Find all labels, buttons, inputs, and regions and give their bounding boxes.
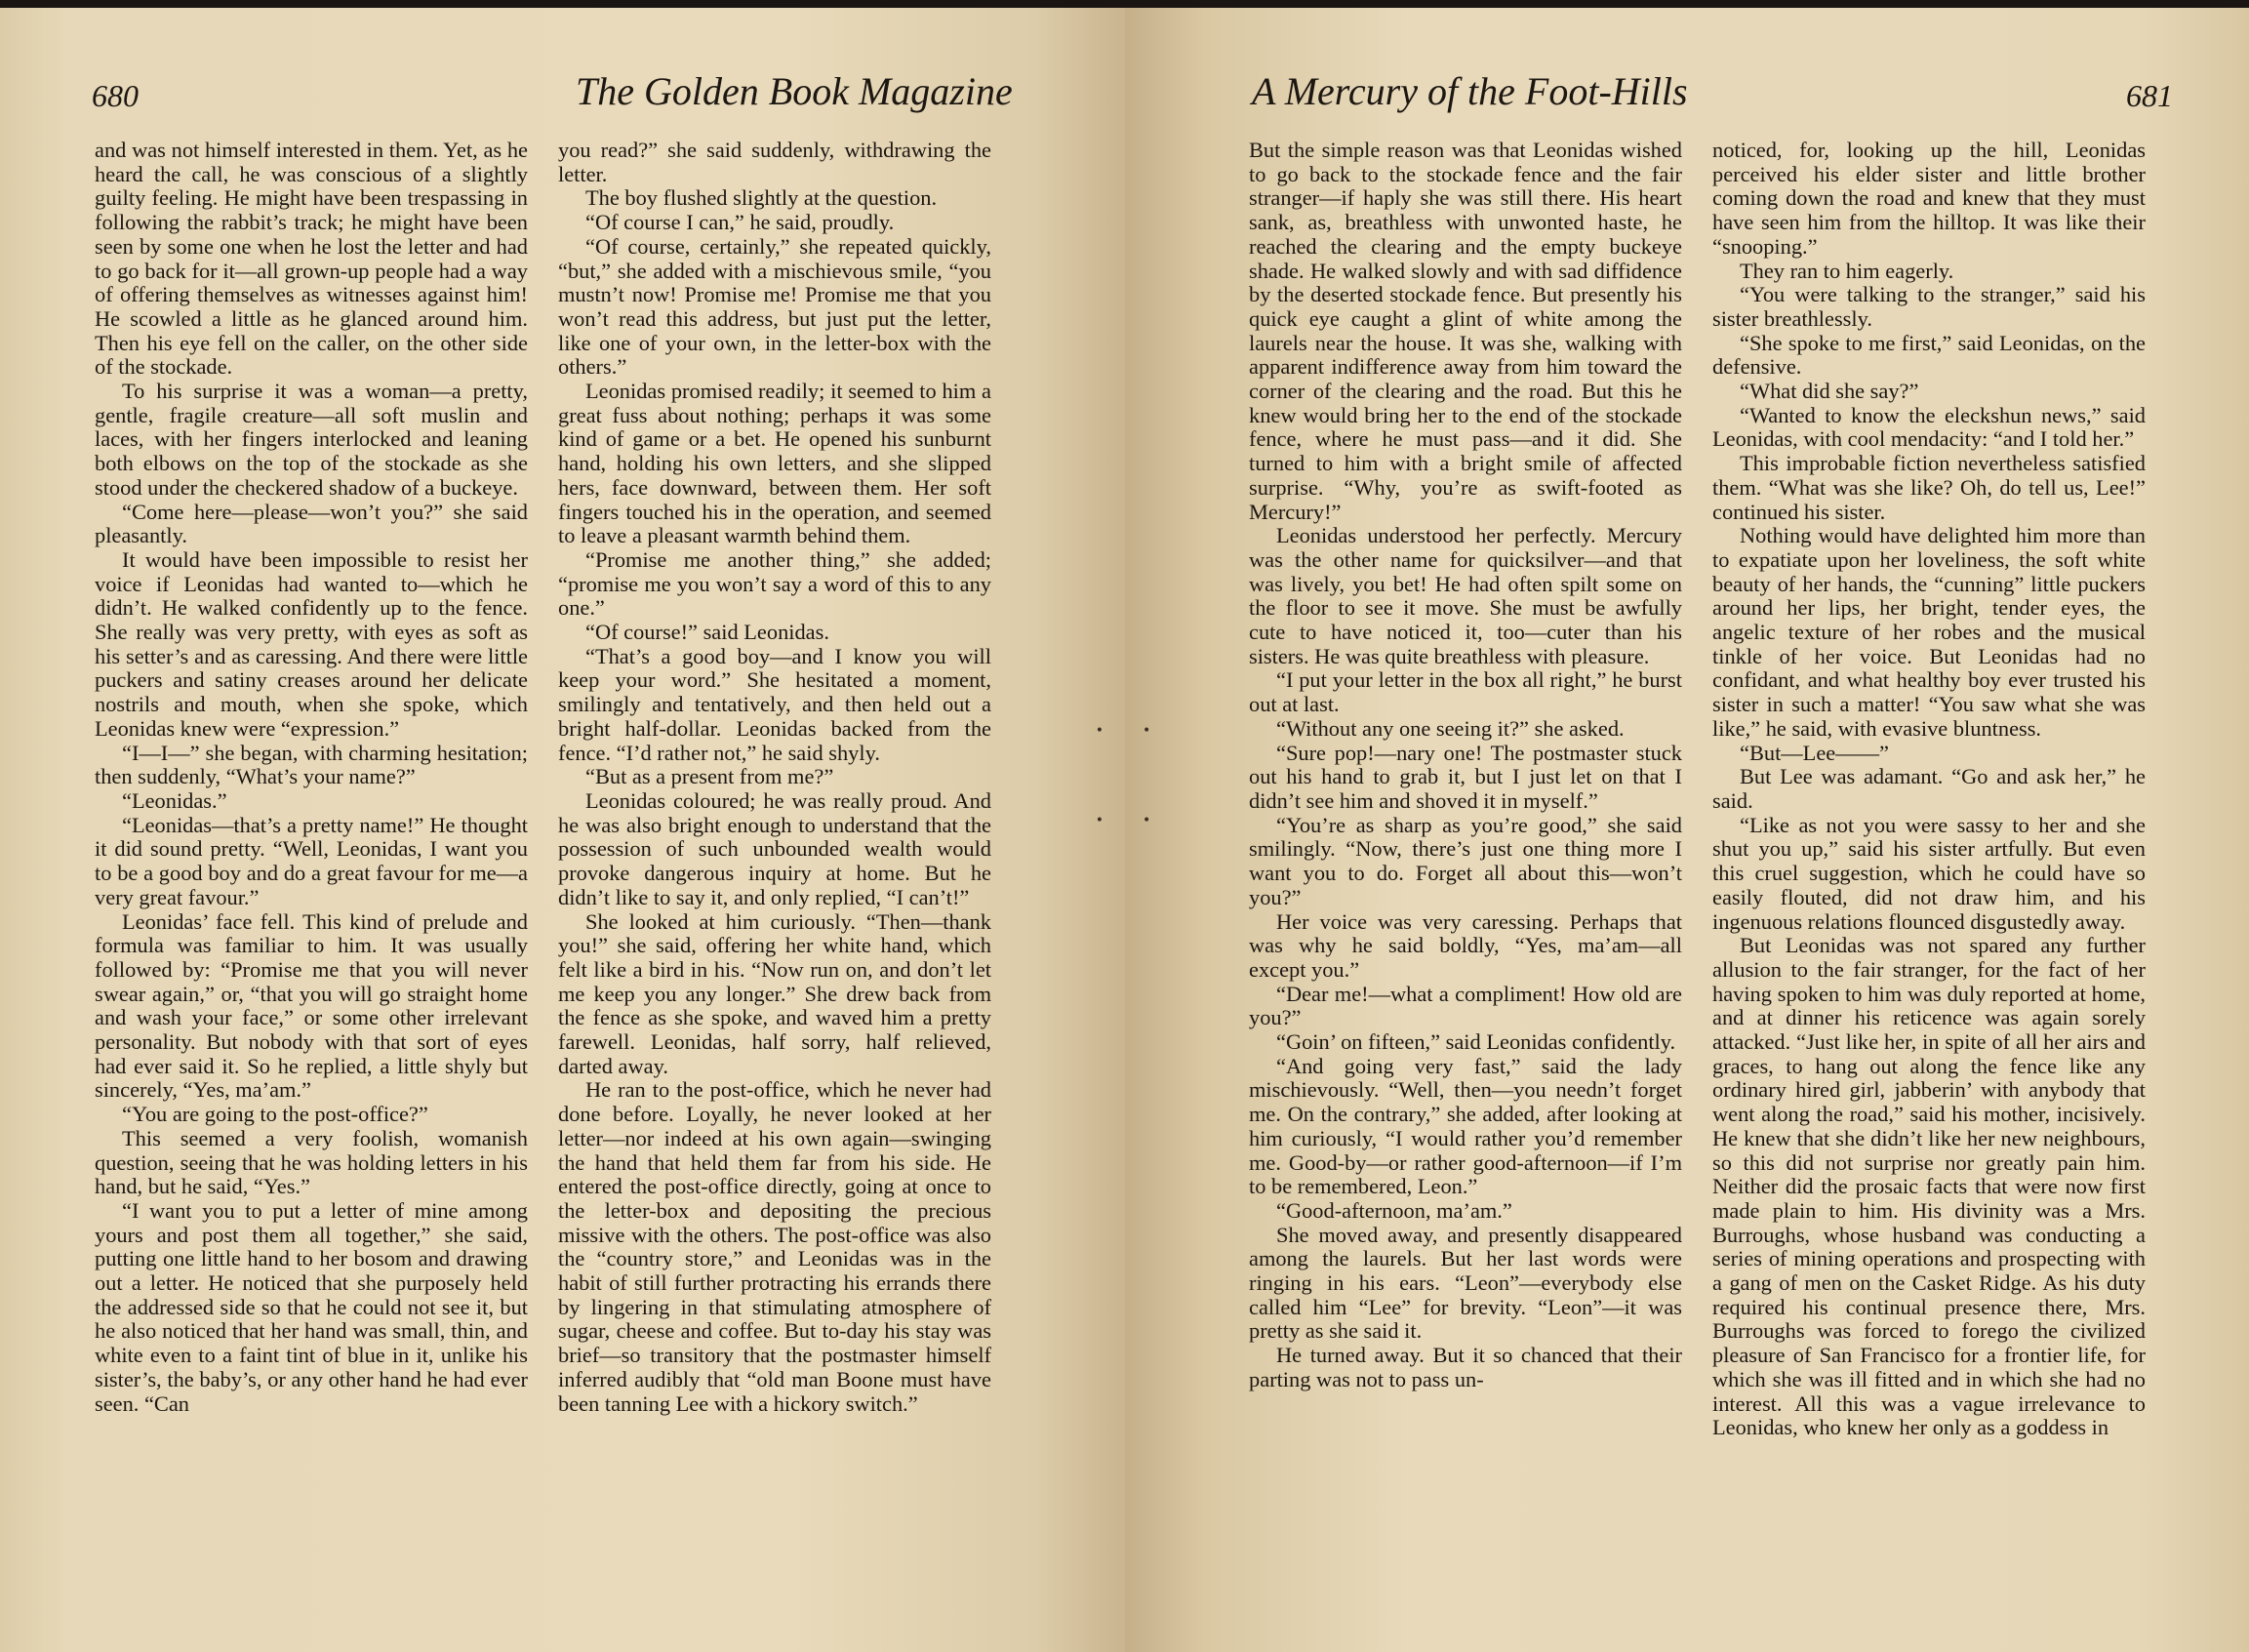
paragraph: “I—I—” she began, with charming hesitation; then suddenly, “What’s your name?” <box>95 740 528 789</box>
paragraph: “Without any one seeing it?” she asked. <box>1276 715 1625 741</box>
paragraph: “Of course!” said Leonidas. <box>585 620 829 645</box>
paragraph: Nothing would have delighted him more than to expatiate upon her loveliness, the soft white beauty of her hands, the “cunning” little puckers around her lips, her bright, tender eyes, the angelic texture of her robes and the musical tinkle of her voice. But Leonidas had no confidant, and what healthy boy ever trusted his sister in such a matter! “You saw what she was like,” he said, with evasive bluntness. <box>1712 523 2146 741</box>
magazine-title: The Golden Book Magazine <box>576 69 1013 113</box>
paragraph: But Leonidas was not spared any further allusion to the fair stranger, for the fact of her having spoken to him was duly reported at home, and at dinner his reticence was again sorely attacked. “Just like her, in spite of all her airs and graces, to hang out along the fence like any ordinary hired girl, jabberin’ with anybody that went along the road,” said his mother, incisively. He knew that she didn’t like her new neighbours, so this did not surprise nor greatly pain him. Neither did the prosaic facts that were now first made plain to him. His divinity was a Mrs. Burroughs, whose husband was conducting a series of mining operations and prospecting with a gang of men on the Casket Ridge. As his duty required his continual presence there, Mrs. Burroughs was forced to forego the civilized pleasure of San Francisco for a frontier life, for which she was ill fitted and in which she had no interest. All this was a vague irrelevance to Leonidas, who knew her only as a goddess in <box>1712 933 2146 1440</box>
book-spread <box>0 8 2249 1652</box>
paragraph: But Lee was adamant. “Go and ask her,” he said. <box>1712 764 2146 813</box>
paragraph: This improbable fiction nevertheless satisfied them. “What was she like? Oh, do tell us, Lee!” continued his sister. <box>1712 451 2146 524</box>
paragraph: “Of course, certainly,” she repeated quickly, “but,” she added with a mischievous smile, “you mustn’t now! Promise me! Promise me that you won’t read this address, but just put the letter, like one of your own, in the letter-box with the others.” <box>558 233 991 380</box>
right-running-head <box>1125 68 2249 123</box>
paragraph: “You are going to the post-office?” <box>122 1102 428 1127</box>
right-column-1 <box>1249 139 1682 1583</box>
left-running-head <box>0 68 1125 123</box>
paragraph: He ran to the post-office, which he never had done before. Loyally, he never looked at her letter—nor indeed at his own again—swinging the hand that held them far from his side. He entered the post-office directly, going at once to the letter-box and depositing the precious missive with the others. The post-office was also the “country store,” and Leonidas was in the habit of still further protracting his errands there by lingering in that stimulating atmosphere of sugar, cheese and coffee. But to-day his stay was brief—so transitory that the postmaster himself inferred audibly that “old man Boone must have been tanning Lee with a hickory switch.” <box>558 1077 991 1416</box>
gutter-mark-icon: • <box>1143 813 1151 828</box>
right-column-2 <box>1712 139 2146 1583</box>
paragraph: “Leonidas—that’s a pretty name!” He thought it did sound pretty. “Well, Leonidas, I want you to be a good boy and do a great favour for me—a very great favour.” <box>95 812 528 909</box>
paragraph: “Sure pop!—nary one! The postmaster stuck out his hand to grab it, but I just let on that I didn’t see him and shoved it in myself.” <box>1249 740 1682 813</box>
paragraph: “Good-afternoon, ma’am.” <box>1276 1197 1512 1223</box>
gutter-mark-icon: • <box>1095 813 1104 828</box>
paragraph: “That’s a good boy—and I know you will keep your word.” She hesitated a moment, smilingly and tentatively, and then held out a bright half-dollar. Leonidas backed from the fence. “I’d rather not,” he said shyly. <box>558 643 991 765</box>
right-page-number: 681 <box>2126 78 2173 113</box>
paragraph: “Leonidas.” <box>122 787 227 813</box>
paragraph: She looked at him curiously. “Then—thank you!” she said, offering her white hand, which felt like a bird in his. “Now run on, and don’t let me keep you any longer.” She drew back from the fence as she spoke, and waved him a pretty farewell. Leonidas, half sorry, half relieved, darted away. <box>558 908 991 1078</box>
left-column-1 <box>95 139 528 1583</box>
paragraph: She moved away, and presently disappeared among the laurels. But her last words were ringing in his ears. “Leon”—everybody else called him “Lee” for brevity. “Leon”—it was pretty as she said it. <box>1249 1222 1682 1344</box>
paragraph: This seemed a very foolish, womanish question, seeing that he was holding letters in his hand, but he said, “Yes.” <box>95 1125 528 1199</box>
paragraph: They ran to him eagerly. <box>1740 258 1954 283</box>
paragraph: and was not himself interested in them. Yet, as he heard the call, he was conscious of a slightly guilty feeling. He might have been trespassing in following the rabbit’s track; he might have been seen by some one when he lost the letter and had to go back for it—all grown-up people had a way of offering themselves as witnesses against him! He scowled a little as he glanced around him. Then his eye fell on the caller, on the other side of the stockade. <box>95 139 528 380</box>
paragraph: “Like as not you were sassy to her and she shut you up,” said his sister artfully. But even this cruel suggestion, which he could have so easily flouted, did not draw him, and his ingenuous relations flounced disgustedly away. <box>1712 812 2146 934</box>
paragraph: Leonidas coloured; he was really proud. And he was also bright enough to understand that the possession of such unbounded wealth would provoke dangerous inquiry at home. But he didn’t like to say it, and only replied, “I can’t!” <box>558 787 991 909</box>
gutter-mark-icon: • <box>1095 723 1104 739</box>
paragraph: Leonidas promised readily; it seemed to him a great fuss about nothing; perhaps it was some kind of game or a bet. He opened his sunburnt hand, holding his own letters, and she slipped hers, face downward, between them. Her soft fingers touched his in the operation, and seemed to leave a pleasant warmth behind them. <box>558 379 991 548</box>
paragraph: “Come here—please—won’t you?” she said pleasantly. <box>95 499 528 548</box>
paragraph: He turned away. But it so chanced that their parting was not to pass un- <box>1249 1343 1682 1391</box>
paragraph: “You’re as sharp as you’re good,” she said smilingly. “Now, there’s just one thing more I want you to do. Forget all about this—won’t you?” <box>1249 812 1682 909</box>
paragraph: “Wanted to know the eleckshun news,” said Leonidas, with cool mendacity: “and I told her.” <box>1712 402 2146 452</box>
paragraph: “But as a present from me?” <box>585 764 834 789</box>
left-column-2 <box>558 139 991 1583</box>
paragraph: “I want you to put a letter of mine among yours and post them all together,” she said, putting one little hand to her bosom and drawing out a letter. He noticed that she purposely held the addressed side so that he could not see it, but he also noticed that her hand was small, thin, and white even to a faint tint of blue in it, unlike his sister’s, the baby’s, or any other hand he had ever seen. “Can <box>95 1197 528 1416</box>
paragraph: “Promise me another thing,” she added; “promise me you won’t say a word of this to any one.” <box>558 546 991 621</box>
paragraph: “Goin’ on fifteen,” said Leonidas confidently. <box>1276 1029 1676 1055</box>
left-page-number: 680 <box>92 78 139 113</box>
paragraph: The boy flushed slightly at the question. <box>585 185 938 211</box>
paragraph: But the simple reason was that Leonidas wished to go back to the stockade fence and the fair stranger—if haply she was still there. His heart sank, as, breathless with unwonted haste, he reached the clearing and the empty buckeye shade. He walked slowly and with sad diffidence by the deserted stockade fence. But presently his quick eye caught a glint of white among the laurels near the house. It was she, walking with apparent indifference away from him toward the corner of the clearing and the road. But this he knew would bring her to the end of the stockade fence, where he must pass—and it did. She turned to him with a bright smile of affected surprise. “Why, you’re as swift-footed as Mercury!” <box>1249 139 1682 524</box>
paragraph: noticed, for, looking up the hill, Leonidas perceived his elder sister and little brother coming down the road and knew that they must have seen him from the hilltop. It was like their “snooping.” <box>1712 139 2146 259</box>
paragraph: “Of course I can,” he said, proudly. <box>585 210 895 235</box>
paragraph: “But—Lee——” <box>1740 740 1889 765</box>
story-title: A Mercury of the Foot-Hills <box>1252 69 1688 113</box>
paragraph: “I put your letter in the box all right,” he burst out at last. <box>1249 667 1682 717</box>
gutter-mark-icon: • <box>1143 723 1151 739</box>
paragraph: “And going very fast,” said the lady mischievously. “Well, then—you needn’t forget me. On the contrary,” she added, after looking at him curiously, “I would rather you’d remember me. Good-by—or rather good-afternoon—if I’m to be remembered, Leon.” <box>1249 1053 1682 1199</box>
paragraph: It would have been impossible to resist her voice if Leonidas had wanted to—which he didn’t. He walked confidently up to the fence. She really was very pretty, with eyes as soft as his setter’s and as caressing. And there were little puckers and satiny creases around her delicate nostrils and mouth, when she spoke, which Leonidas knew were “expression.” <box>95 546 528 741</box>
paragraph: Leonidas understood her perfectly. Mercury was the other name for quicksilver—and that was lively, you bet! He had often spilt some on the floor to see it move. She must be awfully cute to have noticed it, too—cuter than his sisters. He was quite breathless with pleasure. <box>1249 523 1682 668</box>
paragraph: To his surprise it was a woman—a pretty, gentle, fragile creature—all soft muslin and laces, with her fingers interlocked and leaning both elbows on the top of the stockade as she stood under the checkered shadow of a buckeye. <box>95 379 528 500</box>
right-page <box>1125 8 2249 1652</box>
paragraph: you read?” she said suddenly, withdrawing the letter. <box>558 139 991 186</box>
left-page <box>0 8 1125 1652</box>
paragraph: Her voice was very caressing. Perhaps that was why he said boldly, “Yes, ma’am—all except you.” <box>1249 908 1682 982</box>
paragraph: “You were talking to the stranger,” said his sister breathlessly. <box>1712 282 2146 331</box>
paragraph: “She spoke to me first,” said Leonidas, on the defensive. <box>1712 330 2146 380</box>
paragraph: “What did she say?” <box>1740 379 1919 404</box>
paragraph: Leonidas’ face fell. This kind of prelude and formula was familiar to him. It was usually followed by: “Promise me that you will never swear again,” or, “that you will go straight home and wash your face,” or some other irrelevant personality. But nobody with that sort of eyes had ever said it. So he replied, a little shyly but sincerely, “Yes, ma’am.” <box>95 908 528 1103</box>
paragraph: “Dear me!—what a compliment! How old are you?” <box>1249 981 1682 1030</box>
